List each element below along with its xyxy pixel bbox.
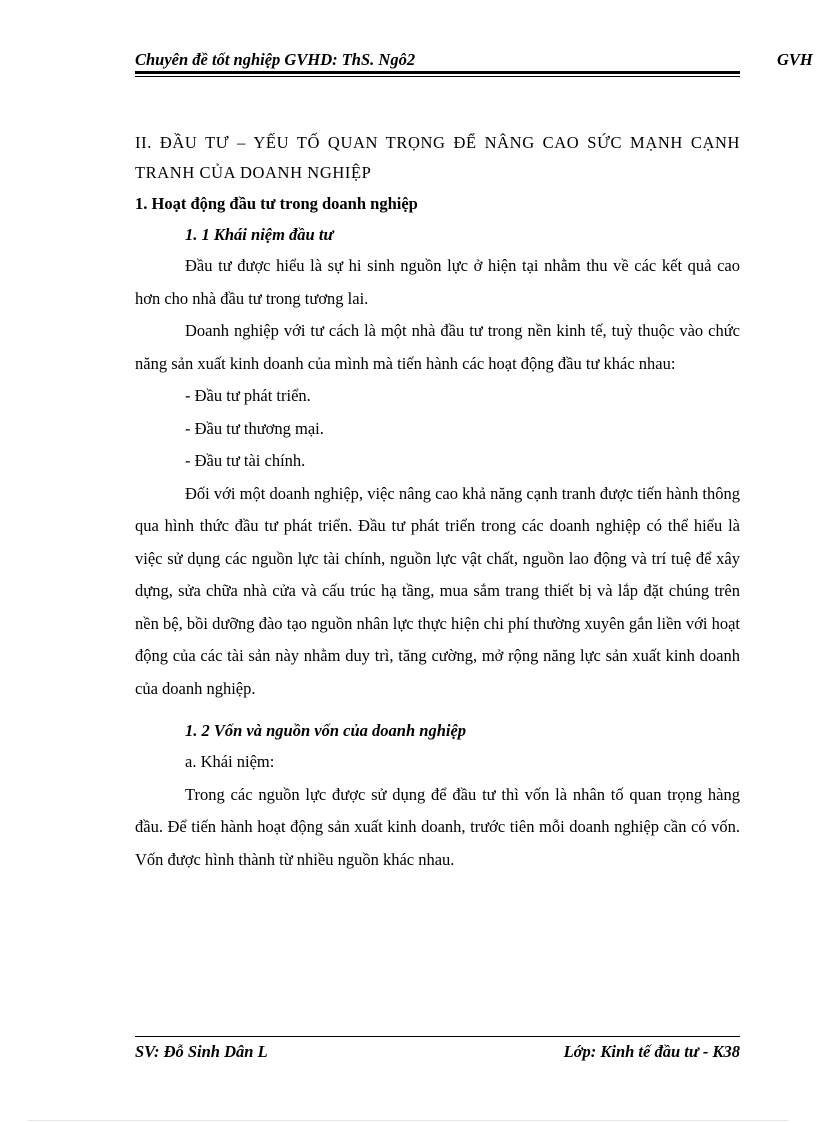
- paragraph-3: Đối với một doanh nghiệp, việc nâng cao khả năng cạnh tranh được tiến hành thông qua hình thức đầu tư phát triển. Đầu tư phát triển trong các doanh nghiệp có thể hiểu là việc sử dụng các nguồn lực tài chính, nguồn lực vật chất, nguồn lao động và trí tuệ để xây dựng, sửa chữa nhà cửa và cấu trúc hạ tầng, mua sắm trang thiết bị và lắp đặt chúng trên nền bệ, bồi dưỡng đào tạo nguồn nhân lực thực hiện chi phí thường xuyên gắn liền với hoạt động của các tài sản này nhằm duy trì, tăng cường, mở rộng năng lực sản xuất kinh doanh của doanh nghiệp.: [135, 483, 740, 698]
- header-right: GVH: [777, 50, 813, 69]
- page-number: 2: [406, 50, 416, 69]
- section-title: II. ĐẦU TƯ – YẾU TỐ QUAN TRỌNG ĐỂ NÂNG CAO SỨC MẠNH CẠNH TRANH CỦA DOANH NGHIỆP: [135, 133, 740, 182]
- paragraph-4: Trong các nguồn lực được sử dụng để đầu tư thì vốn là nhân tố quan trọng hàng đầu. Để tiến hành hoạt động sản xuất kinh doanh, trước tiên mỗi doanh nghiệp cần có vốn. Vốn được hình thành từ nhiều nguồn khác nhau.: [135, 784, 740, 869]
- spacer: [135, 705, 740, 715]
- page-edge: [28, 1120, 788, 1121]
- heading-1: 1. Hoạt động đầu tư trong doanh nghiệp: [135, 194, 418, 213]
- bullet-item: - Đầu tư thương mại.: [185, 418, 324, 438]
- subheading-a: a. Khái niệm:: [185, 752, 275, 771]
- heading-1-1: 1. 1 Khái niệm đầu tư: [185, 225, 334, 244]
- bullet-item: - Đầu tư phát triển.: [185, 386, 311, 405]
- bullet-item: - Đầu tư tài chính.: [185, 451, 306, 470]
- header-title: Chuyên đề tốt nghiệp GVHD: ThS. Ngô: [135, 50, 407, 69]
- header-rule-thin: [135, 76, 740, 77]
- paragraph-2: Doanh nghiệp với tư cách là một nhà đầu tư trong nền kinh tế, tuỳ thuộc vào chức năng sản xuất kinh doanh của mình mà tiến hành các hoạt động đầu tư khác nhau:: [135, 321, 740, 373]
- paragraph-1: Đầu tư được hiểu là sự hi sinh nguồn lực ở hiện tại nhằm thu về các kết quả cao hơn cho nhà đầu tư trong tương lai.: [135, 256, 740, 308]
- document-body: [135, 128, 740, 876]
- footer-student: SV: Đỗ Sinh Dân L: [135, 1042, 268, 1061]
- footer-rule: [135, 1036, 740, 1037]
- heading-1-2: 1. 2 Vốn và nguồn vốn của doanh nghiệp: [185, 721, 467, 740]
- header-rule: [135, 71, 740, 74]
- footer-class: Lớp: Kinh tế đầu tư - K38: [563, 1042, 740, 1061]
- header-left: [135, 50, 415, 70]
